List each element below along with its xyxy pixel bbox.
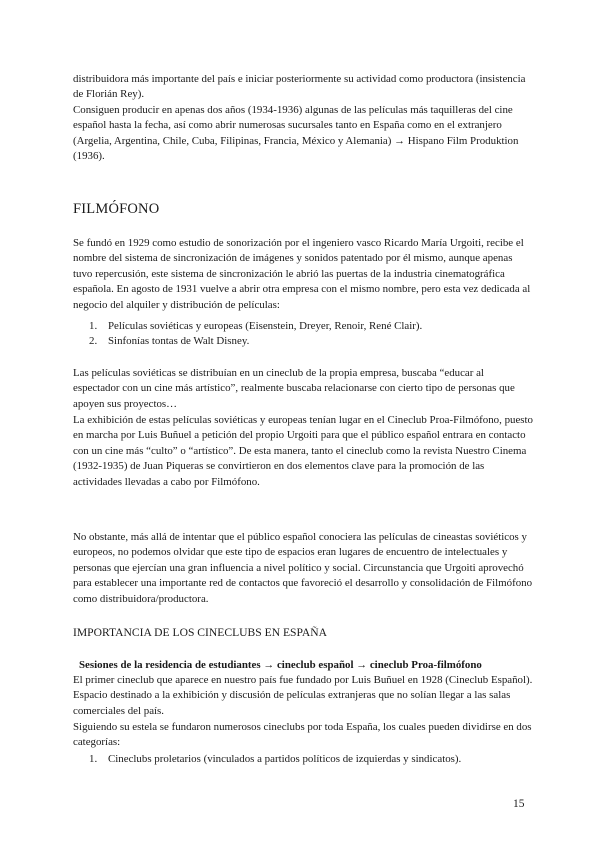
list-item-number: 1.	[89, 753, 98, 765]
page-number: 15	[513, 798, 525, 810]
paragraph-proa-filmofono: La exhibición de estas películas soviéticas y europeas tenían lugar en el Cineclub Proa-Filmófono, puesto en marcha por Luis Buñuel a petición del propio Urgoiti para que el público español entrara en contacto con un cine más “culto” o “artístico”. De esta manera, tanto el cineclub como la revista Nuestro Cinema (1932-1935) de Juan Piqueras se convirtieron en dos elementos clave para la promoción de las actividades llevadas a cabo por Filmófono.	[73, 414, 534, 488]
paragraph-primer-cineclub: El primer cineclub que aparece en nuestro país fue fundado por Luis Buñuel en 1928 (Cineclub Español). Espacio destinado a la exhibición y discusión de películas extranjeras que no solían llegar a las salas comerciales del país.	[73, 674, 533, 717]
list-item	[73, 319, 533, 334]
list-item	[73, 752, 533, 767]
list-item-text: Películas soviéticas y europeas (Eisenstein, Dreyer, Renoir, René Clair).	[108, 320, 423, 332]
cineclub-categories-list	[73, 752, 533, 767]
subheading-sesiones	[79, 658, 539, 673]
distribution-list	[73, 319, 533, 350]
paragraph-cineclub-empresa: Las películas soviéticas se distribuían en un cineclub de la propia empresa, buscaba “educar al espectador con un cine más artístico”, realmente buscaba relacionarse con cierto tipo de personas que apoyen sus proyectos…	[73, 367, 515, 410]
paragraph-categorias: Siguiendo su estela se fundaron numerosos cineclubs por toda España, los cuales pueden dividirse en dos categorías:	[73, 721, 532, 749]
list-item-number: 2.	[89, 335, 98, 348]
paragraph-no-obstante: No obstante, más allá de intentar que el público español conociera las películas de cineastas soviéticos y europeos, no podemos olvidar que este tipo de espacios eran lugares de encuentro de intelectuales y personas que ejercían una gran influencia a nivel político y social. Circunstancia que Urgoiti aprovechó para establecer una importante red de contactos que favoreció el desarrollo y consolidación de Filmófono como distribuidora/productora.	[73, 531, 533, 605]
section-heading-filmofono: FILMÓFONO	[73, 201, 160, 217]
paragraph-fundacion: Se fundó en 1929 como estudio de sonorización por el ingeniero vasco Ricardo María Urgoiti, recibe el nombre del sistema de sincronización de imágenes y sonidos patentado por él mismo, aunque apenas tuvo repercusión, este sistema de sincronización le abrió las puertas de la industria cinematográfica española. En agosto de 1931 vuelve a abrir otra empresa con el mismo nombre, pero esta vez dedicada al negocio del alquiler y distribución de películas:	[73, 237, 531, 311]
paragraph-distribuidora: distribuidora más importante del país e iniciar posteriormente su actividad como productora (insistencia de Florián Rey).	[73, 73, 526, 101]
list-item-text: Sinfonías tontas de Walt Disney.	[108, 335, 250, 348]
list-item-number: 1.	[89, 320, 98, 332]
subheading-text: Sesiones de la residencia de estudiantes → cineclub español → cineclub Proa-filmófono	[79, 659, 482, 671]
list-item	[73, 334, 533, 349]
section-heading-cineclubs: IMPORTANCIA DE LOS CINECLUBS EN ESPAÑA	[73, 626, 328, 639]
paragraph-hispano-film: Consiguen producir en apenas dos años (1934-1936) algunas de las películas más taquilleras del cine español hasta la fecha, así como abrir numerosas sucursales tanto en España como en el extranjero (Argelia, Argentina, Chile, Cuba, Filipinas, Francia, México y Alemania) → Hispano Film Produktion (1936).	[73, 104, 519, 163]
list-item-text: Cineclubs proletarios (vinculados a partidos políticos de izquierdas y sindicatos).	[108, 753, 462, 765]
